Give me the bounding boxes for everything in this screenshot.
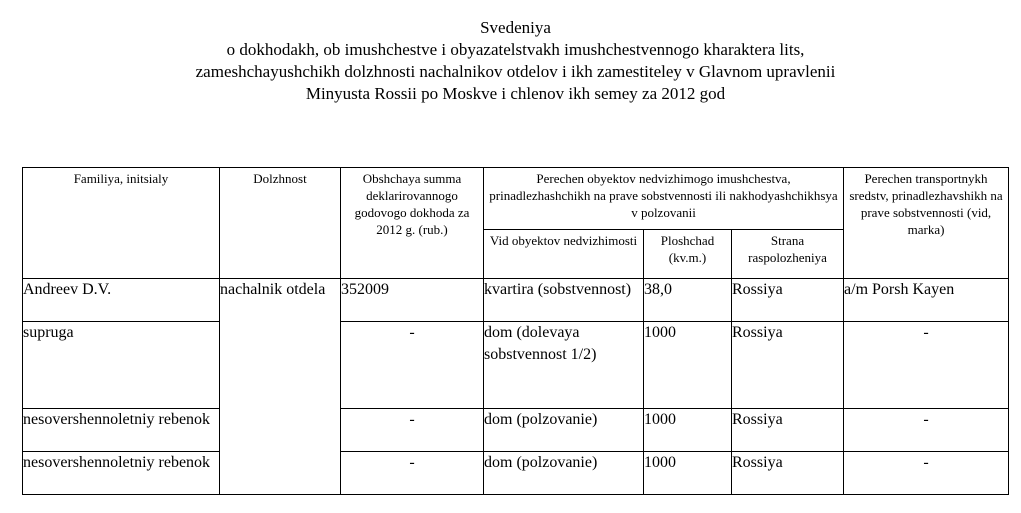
document-heading <box>0 17 1021 105</box>
heading-line-4: Minyusta Rossii po Moskve i chlenov ikh semey za 2012 god <box>305 84 726 103</box>
cell-area: 1000 <box>644 322 732 409</box>
cell-country: Rossiya <box>732 322 844 409</box>
header-realty-group: Perechen obyektov nedvizhimogo imushchestva, prinadlezhashchikh na prave sobstvennosti ili nakhodyashchikhsya v polzovanii <box>484 168 844 230</box>
header-transport: Perechen transportnykh sredstv, prinadlezhavshikh na prave sobstvennosti (vid, marka) <box>844 168 1009 279</box>
declaration-table <box>22 167 1009 495</box>
header-realty-type: Vid obyektov nedvizhimosti <box>484 230 644 279</box>
table-row <box>23 322 1009 409</box>
cell-country: Rossiya <box>732 452 844 495</box>
cell-transport: - <box>844 409 1009 452</box>
table-row <box>23 279 1009 322</box>
cell-transport: - <box>844 322 1009 409</box>
cell-transport: - <box>844 452 1009 495</box>
cell-name: nesovershennoletniy rebenok <box>23 452 220 495</box>
table-row <box>23 409 1009 452</box>
cell-realty: dom (polzovanie) <box>484 452 644 495</box>
heading-line-2: o dokhodakh, ob imushchestve i obyazatelstvakh imushchestvennogo kharaktera lits, <box>226 40 805 59</box>
header-row-top <box>23 168 1009 230</box>
cell-income: - <box>341 409 484 452</box>
cell-realty: dom (dolevaya sobstvennost 1/2) <box>484 322 644 409</box>
cell-name: nesovershennoletniy rebenok <box>23 409 220 452</box>
heading-line-3: zameshchayushchikh dolzhnosti nachalnikov otdelov i ikh zamestiteley v Glavnom upravlenii <box>195 62 836 81</box>
header-position: Dolzhnost <box>220 168 341 279</box>
heading-line-1: Svedeniya <box>480 18 551 37</box>
cell-area: 1000 <box>644 452 732 495</box>
header-area: Ploshchad (kv.m.) <box>644 230 732 279</box>
cell-realty: kvartira (sobstvennost) <box>484 279 644 322</box>
cell-income: 352009 <box>341 279 484 322</box>
header-country: Strana raspolozheniya <box>732 230 844 279</box>
header-income: Obshchaya summa deklarirovannogo godovogo dokhoda za 2012 g. (rub.) <box>341 168 484 279</box>
cell-position: nachalnik otdela <box>220 279 341 495</box>
cell-area: 1000 <box>644 409 732 452</box>
cell-income: - <box>341 452 484 495</box>
cell-area: 38,0 <box>644 279 732 322</box>
table-row <box>23 452 1009 495</box>
cell-income: - <box>341 322 484 409</box>
header-name: Familiya, initsialy <box>23 168 220 279</box>
cell-country: Rossiya <box>732 409 844 452</box>
cell-country: Rossiya <box>732 279 844 322</box>
cell-transport: a/m Porsh Kayen <box>844 279 1009 322</box>
cell-name: Andreev D.V. <box>23 279 220 322</box>
cell-name: supruga <box>23 322 220 409</box>
cell-realty: dom (polzovanie) <box>484 409 644 452</box>
